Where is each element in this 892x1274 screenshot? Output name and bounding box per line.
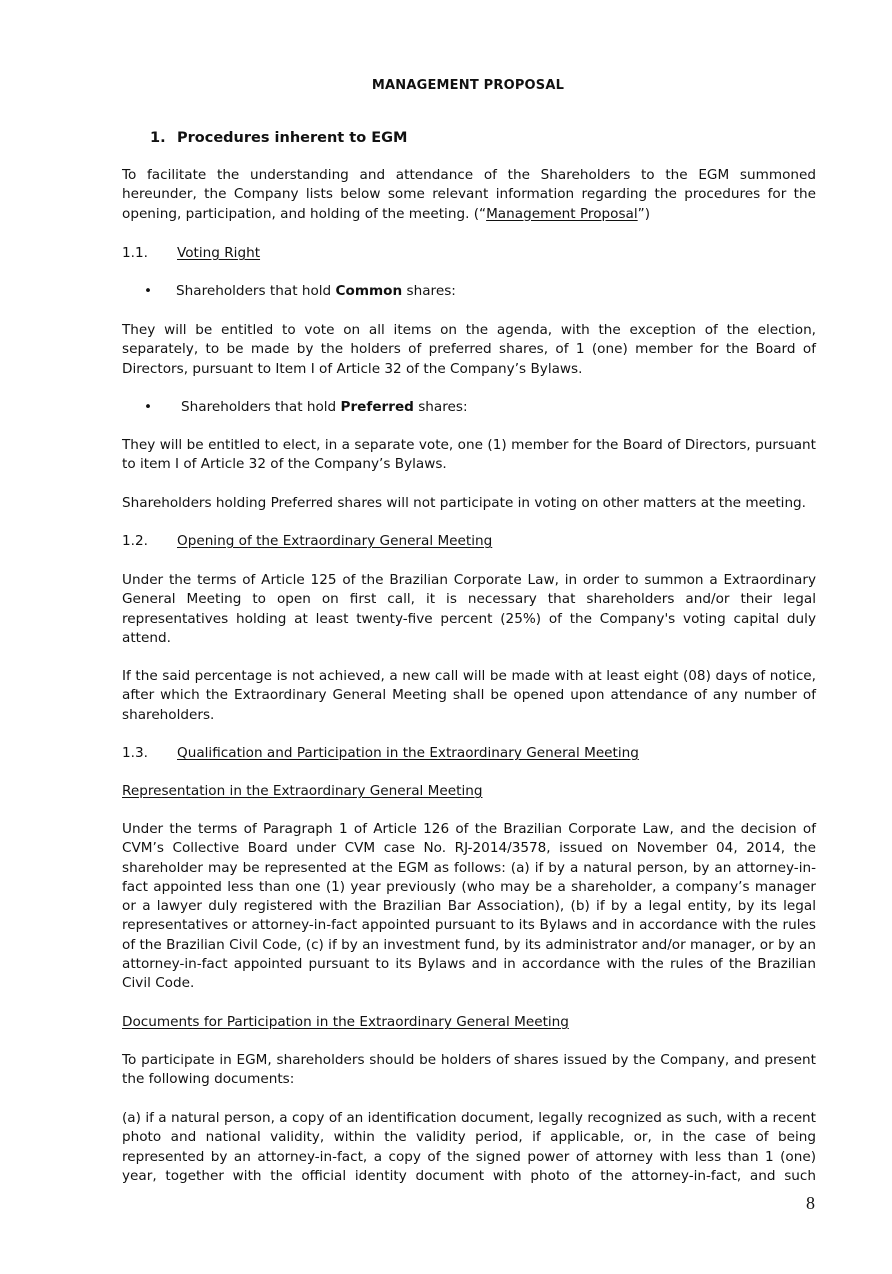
bullet-suffix: shares: <box>402 283 456 299</box>
section-1-2-heading <box>122 532 492 551</box>
page-number: 8 <box>806 1193 815 1213</box>
bullet-bold: Common <box>335 283 403 299</box>
section-number: 1. <box>150 130 166 146</box>
bullet-suffix: shares: <box>413 399 468 415</box>
preferred-shares-paragraph: They will be entitled to elect, in a separate vote, one (1) member for the Board of Directors, pursuant to item I of Article 32 of the Company’s Bylaws. <box>122 437 816 473</box>
bullet-icon: • <box>144 399 153 415</box>
bullet-text: Shareholders that hold <box>181 399 341 415</box>
document-title: MANAGEMENT PROPOSAL <box>371 78 565 93</box>
section-title: Procedures inherent to EGM <box>177 130 408 146</box>
section-title: Qualification and Participation in the Extraordinary General Meeting <box>177 745 639 761</box>
documents-subheading: Documents for Participation in the Extraordinary General Meeting <box>122 1014 569 1030</box>
bullet-text: Shareholders that hold <box>176 283 336 299</box>
bullet-icon: • <box>144 283 153 299</box>
section-number: 1.2. <box>122 533 148 549</box>
representation-paragraph: Under the terms of Paragraph 1 of Article 126 of the Brazilian Corporate Law, and the decision of CVM’s Collective Board under CVM case No. RJ-2014/3578, issued on November 04, 2014, the shareholder may be represented at the EGM as follows: (a) if by a natural person, by an attorney-in-fact appointed less than one (1) year previously (who may be a shareholder, a company’s manager or a lawyer duly registered with the Brazilian Bar Association), (b) if by a legal entity, by its legal representatives or attorney-in-fact appointed pursuant to its Bylaws and in accordance with the rules of the Brazilian Civil Code, (c) if by an investment fund, by its administrator and/or manager, or by an attorney-in-fact appointed pursuant to its Bylaws and in accordance with the rules of the Brazilian Civil Code. <box>122 821 816 992</box>
bullet-preferred-shares <box>144 398 468 417</box>
section-title: Voting Right <box>177 245 261 261</box>
section-1-3-heading <box>122 744 639 763</box>
natural-person-documents-paragraph: (a) if a natural person, a copy of an identification document, legally recognized as such, with a recent photo and national validity, within the validity period, if applicable, or, in the case of being represented by an attorney-in-fact, a copy of the signed power of attorney with less than 1 (one) year, together with the official identity document with photo of the attorney-in-fact, and such <box>122 1110 816 1184</box>
common-shares-paragraph: They will be entitled to vote on all items on the agenda, with the exception of the election, separately, to be made by the holders of preferred shares, of 1 (one) member for the Board of Directors, pursuant to Item I of Article 32 of the Company’s Bylaws. <box>122 322 816 377</box>
representation-subheading: Representation in the Extraordinary General Meeting <box>122 783 483 799</box>
second-call-paragraph: If the said percentage is not achieved, a new call will be made with at least eight (08) days of notice, after which the Extraordinary General Meeting shall be opened upon attendance of any number of shareholders. <box>122 668 816 723</box>
section-number: 1.3. <box>122 745 148 761</box>
opening-quorum-paragraph: Under the terms of Article 125 of the Brazilian Corporate Law, in order to summon a Extraordinary General Meeting to open on first call, it is necessary that shareholders and/or their legal representatives holding at least twenty-five percent (25%) of the Company's voting capital duly attend. <box>122 572 816 646</box>
section-number: 1.1. <box>122 245 148 261</box>
bullet-common-shares <box>144 282 456 301</box>
bullet-bold: Preferred <box>340 399 414 415</box>
section-1-heading <box>150 130 407 146</box>
intro-text: To facilitate the understanding and attendance of the Shareholders to the EGM summoned hereunder, the Company lists below some relevant information regarding the procedures for the opening, participation, and holding of the meeting. (“ <box>122 167 816 222</box>
preferred-no-vote-paragraph: Shareholders holding Preferred shares will not participate in voting on other matters at the meeting. <box>122 495 807 511</box>
section-title: Opening of the Extraordinary General Meeting <box>177 533 493 549</box>
intro-suffix: ”) <box>637 205 651 222</box>
section-1-1-heading <box>122 244 260 263</box>
intro-paragraph <box>122 166 816 224</box>
documents-intro-paragraph: To participate in EGM, shareholders should be holders of shares issued by the Company, and present the following documents: <box>122 1052 816 1088</box>
management-proposal-term: Management Proposal <box>486 205 638 222</box>
